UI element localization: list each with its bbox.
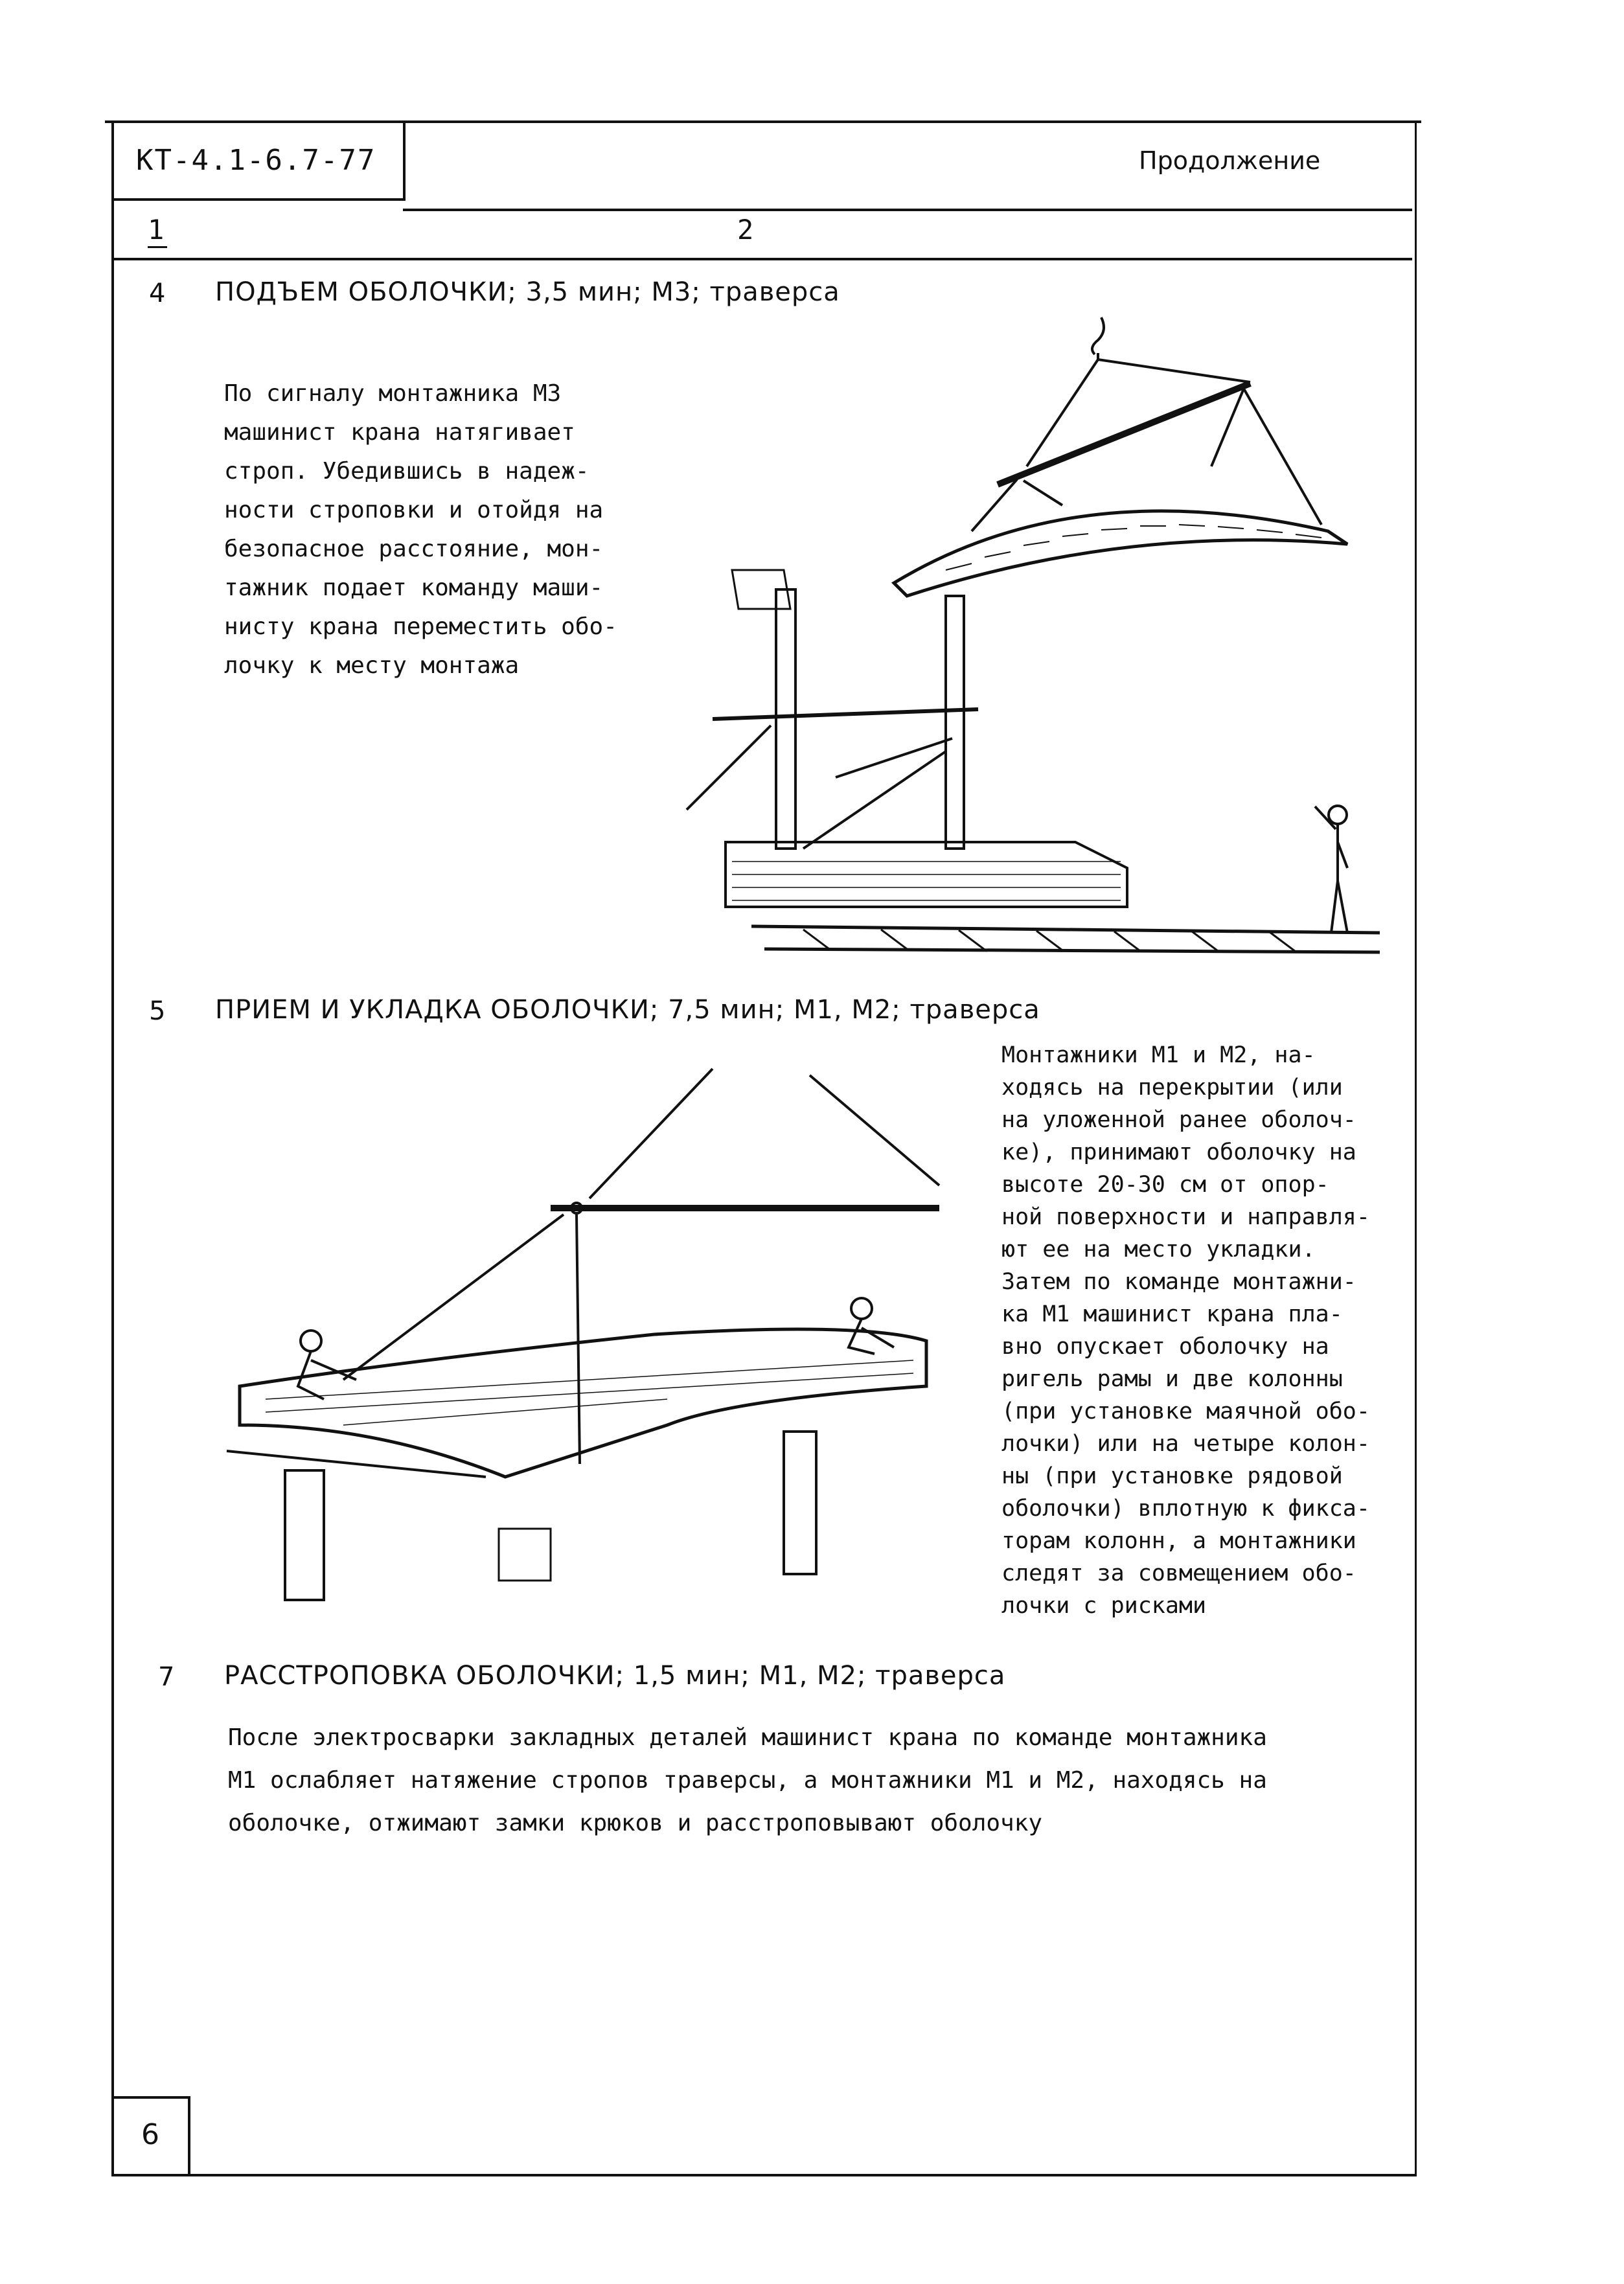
page-number: 6 bbox=[141, 2118, 159, 2151]
section-5-title: ПРИЕМ И УКЛАДКА ОБОЛОЧКИ; 7,5 мин; М1, М2; траверса bbox=[215, 995, 1040, 1025]
section-7-body: После электросварки закладных деталей машинист крана по команде монтажника М1 ослабляет натяжение стропов траверсы, а монтажники М1 и М2, находясь на оболочке, отжимают замки крюков и расстроповывают оболочку bbox=[228, 1724, 1267, 1836]
section-4-number: 4 bbox=[149, 279, 166, 308]
section-5-body: Монтажники М1 и М2, на- ходясь на перекрытии (или на уложенной ранее оболоч- ке), принимают оболочку на высоте 20-30 см от опор- ной поверхности и направля- ют ее на место укладки. Затем по команде монтажни- ка М1 машинист крана пла- вно опускает оболочку на ригель рамы и две колонны (при установке маячной обо- лочки) или на четыре колон- ны (при установке рядовой оболочки) вплотную к фикса- торам колонн, а монтажники следят за совмещением обо- лочки с рисками bbox=[1001, 1042, 1370, 1619]
column-number-1: 1 bbox=[148, 214, 165, 246]
section-7-title: РАССТРОПОВКА ОБОЛОЧКИ; 1,5 мин; М1, М2; траверса bbox=[224, 1661, 1006, 1691]
continuation-label: Продолжение bbox=[1139, 146, 1321, 175]
section-4-body: По сигналу монтажника М3 машинист крана натягивает строп. Убедившись в надеж- ности строповки и отойдя на безопасное расстояние, мон- тажник подает команду маши- нисту крана переместить обо- лочку к месту монтажа bbox=[224, 380, 617, 679]
section-7-number: 7 bbox=[158, 1662, 175, 1692]
column-header-rule bbox=[403, 209, 1412, 211]
section-5-number: 5 bbox=[149, 996, 166, 1026]
column-number-2: 2 bbox=[737, 214, 754, 246]
col1-underline bbox=[148, 246, 167, 248]
header-bottom-rule bbox=[111, 258, 1412, 260]
section-4-title: ПОДЪЕМ ОБОЛОЧКИ; 3,5 мин; М3; траверса bbox=[215, 277, 840, 307]
doc-code: КТ-4.1-6.7-77 bbox=[136, 144, 376, 177]
placing-shell-illustration bbox=[214, 1062, 952, 1619]
lifting-shell-illustration bbox=[674, 311, 1399, 972]
